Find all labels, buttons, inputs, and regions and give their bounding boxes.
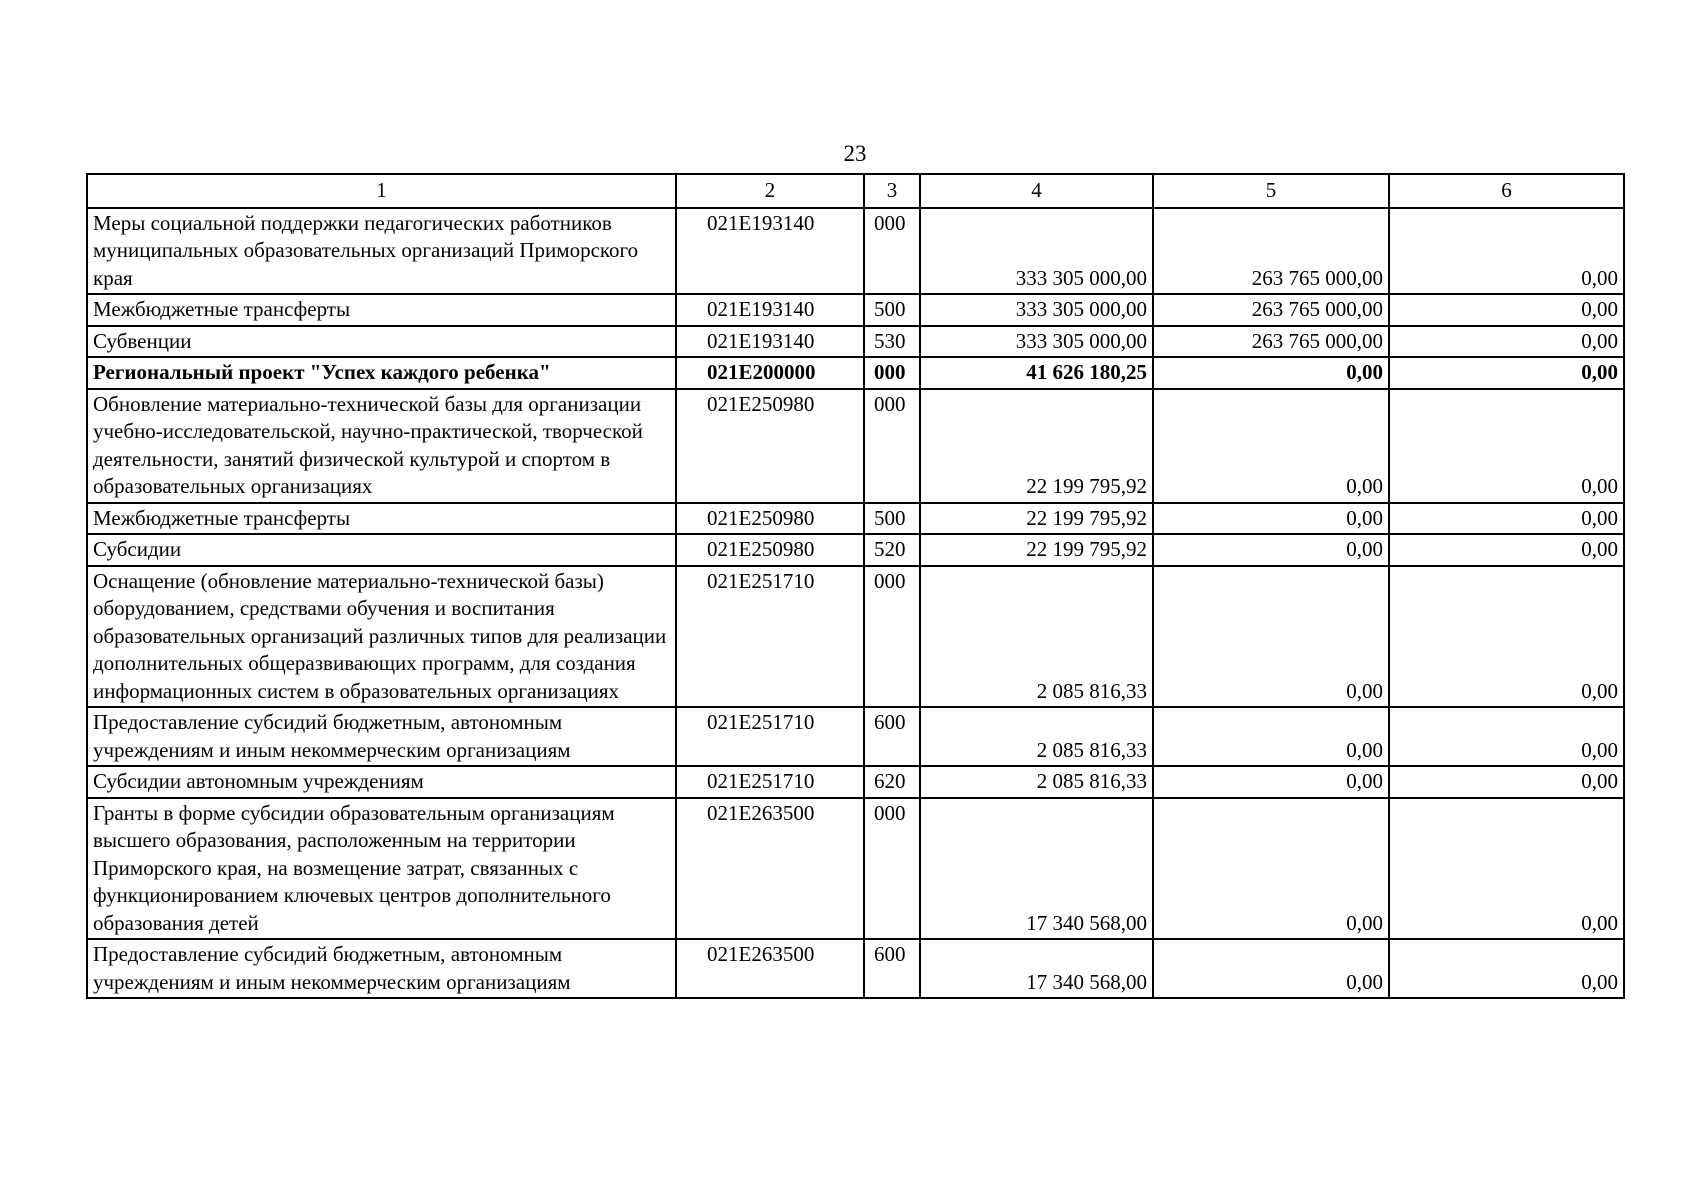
table-header-row <box>87 174 1624 208</box>
amount-col4-cell: 2 085 816,33 <box>920 766 1153 798</box>
item-name-cell: Предоставление субсидий бюджетным, автономным учреждениям и иным некоммерческим организациям <box>87 939 676 998</box>
header-cell: 4 <box>920 174 1153 208</box>
amount-col6-cell: 0,00 <box>1389 326 1624 358</box>
table-row <box>87 798 1624 940</box>
item-name-cell: Межбюджетные трансферты <box>87 294 676 326</box>
item-name-cell: Оснащение (обновление материально-технической базы) оборудованием, средствами обучения и воспитания образовательных организаций различных типов для реализации дополнительных общеразвивающих программ, для создания информационных систем в образовательных организациях <box>87 566 676 708</box>
header-cell: 3 <box>864 174 920 208</box>
amount-col4-cell: 22 199 795,92 <box>920 389 1153 503</box>
expense-type-cell: 000 <box>864 566 920 708</box>
amount-col4-cell: 2 085 816,33 <box>920 566 1153 708</box>
page-number: 23 <box>843 141 867 166</box>
amount-col6-cell: 0,00 <box>1389 707 1624 766</box>
amount-col4-cell: 41 626 180,25 <box>920 357 1153 389</box>
target-article-cell: 021E193140 <box>676 294 864 326</box>
amount-col6-cell: 0,00 <box>1389 208 1624 295</box>
target-article-cell: 021E263500 <box>676 798 864 940</box>
item-name-cell: Региональный проект "Успех каждого ребенка" <box>87 357 676 389</box>
item-name-cell: Субвенции <box>87 326 676 358</box>
budget-table <box>86 173 1625 999</box>
table-row <box>87 208 1624 295</box>
budget-table-body <box>87 174 1624 998</box>
target-article-cell: 021E193140 <box>676 326 864 358</box>
amount-col4-cell: 17 340 568,00 <box>920 798 1153 940</box>
amount-col4-cell: 2 085 816,33 <box>920 707 1153 766</box>
amount-col6-cell: 0,00 <box>1389 389 1624 503</box>
target-article-cell: 021E193140 <box>676 208 864 295</box>
amount-col5-cell: 0,00 <box>1153 798 1389 940</box>
expense-type-cell: 530 <box>864 326 920 358</box>
amount-col6-cell: 0,00 <box>1389 294 1624 326</box>
target-article-cell: 021E250980 <box>676 534 864 566</box>
target-article-cell: 021E250980 <box>676 389 864 503</box>
amount-col5-cell: 0,00 <box>1153 357 1389 389</box>
target-article-cell: 021E251710 <box>676 707 864 766</box>
expense-type-cell: 500 <box>864 294 920 326</box>
amount-col6-cell: 0,00 <box>1389 798 1624 940</box>
amount-col5-cell: 0,00 <box>1153 389 1389 503</box>
header-cell: 1 <box>87 174 676 208</box>
item-name-cell: Обновление материально-технической базы для организации учебно-исследовательской, научно-практической, творческой деятельности, занятий физической культурой и спортом в образовательных организациях <box>87 389 676 503</box>
amount-col5-cell: 263 765 000,00 <box>1153 326 1389 358</box>
amount-col5-cell: 0,00 <box>1153 566 1389 708</box>
amount-col4-cell: 17 340 568,00 <box>920 939 1153 998</box>
header-cell: 2 <box>676 174 864 208</box>
table-row <box>87 294 1624 326</box>
target-article-cell: 021E251710 <box>676 566 864 708</box>
expense-type-cell: 500 <box>864 503 920 535</box>
table-row <box>87 503 1624 535</box>
amount-col6-cell: 0,00 <box>1389 566 1624 708</box>
table-row <box>87 766 1624 798</box>
amount-col5-cell: 0,00 <box>1153 766 1389 798</box>
amount-col5-cell: 0,00 <box>1153 707 1389 766</box>
amount-col5-cell: 263 765 000,00 <box>1153 208 1389 295</box>
table-row <box>87 357 1624 389</box>
header-cell: 5 <box>1153 174 1389 208</box>
target-article-cell: 021E200000 <box>676 357 864 389</box>
target-article-cell: 021E250980 <box>676 503 864 535</box>
amount-col5-cell: 0,00 <box>1153 503 1389 535</box>
item-name-cell: Межбюджетные трансферты <box>87 503 676 535</box>
amount-col4-cell: 333 305 000,00 <box>920 326 1153 358</box>
amount-col6-cell: 0,00 <box>1389 534 1624 566</box>
expense-type-cell: 000 <box>864 357 920 389</box>
expense-type-cell: 520 <box>864 534 920 566</box>
item-name-cell: Предоставление субсидий бюджетным, автономным учреждениям и иным некоммерческим организациям <box>87 707 676 766</box>
amount-col5-cell: 0,00 <box>1153 534 1389 566</box>
target-article-cell: 021E263500 <box>676 939 864 998</box>
amount-col4-cell: 22 199 795,92 <box>920 503 1153 535</box>
table-row <box>87 326 1624 358</box>
amount-col6-cell: 0,00 <box>1389 357 1624 389</box>
item-name-cell: Меры социальной поддержки педагогических работников муниципальных образовательных организаций Приморского края <box>87 208 676 295</box>
amount-col6-cell: 0,00 <box>1389 503 1624 535</box>
expense-type-cell: 000 <box>864 208 920 295</box>
table-row <box>87 389 1624 503</box>
table-row <box>87 707 1624 766</box>
amount-col5-cell: 0,00 <box>1153 939 1389 998</box>
table-row <box>87 566 1624 708</box>
amount-col4-cell: 333 305 000,00 <box>920 294 1153 326</box>
amount-col6-cell: 0,00 <box>1389 766 1624 798</box>
table-row <box>87 534 1624 566</box>
target-article-cell: 021E251710 <box>676 766 864 798</box>
amount-col4-cell: 333 305 000,00 <box>920 208 1153 295</box>
expense-type-cell: 600 <box>864 939 920 998</box>
expense-type-cell: 000 <box>864 389 920 503</box>
expense-type-cell: 620 <box>864 766 920 798</box>
amount-col5-cell: 263 765 000,00 <box>1153 294 1389 326</box>
table-row <box>87 939 1624 998</box>
header-cell: 6 <box>1389 174 1624 208</box>
item-name-cell: Субсидии автономным учреждениям <box>87 766 676 798</box>
amount-col4-cell: 22 199 795,92 <box>920 534 1153 566</box>
expense-type-cell: 000 <box>864 798 920 940</box>
item-name-cell: Гранты в форме субсидии образовательным организациям высшего образования, расположенным на территории Приморского края, на возмещение затрат, связанных с функционированием ключевых центров дополнительного образования детей <box>87 798 676 940</box>
expense-type-cell: 600 <box>864 707 920 766</box>
amount-col6-cell: 0,00 <box>1389 939 1624 998</box>
item-name-cell: Субсидии <box>87 534 676 566</box>
